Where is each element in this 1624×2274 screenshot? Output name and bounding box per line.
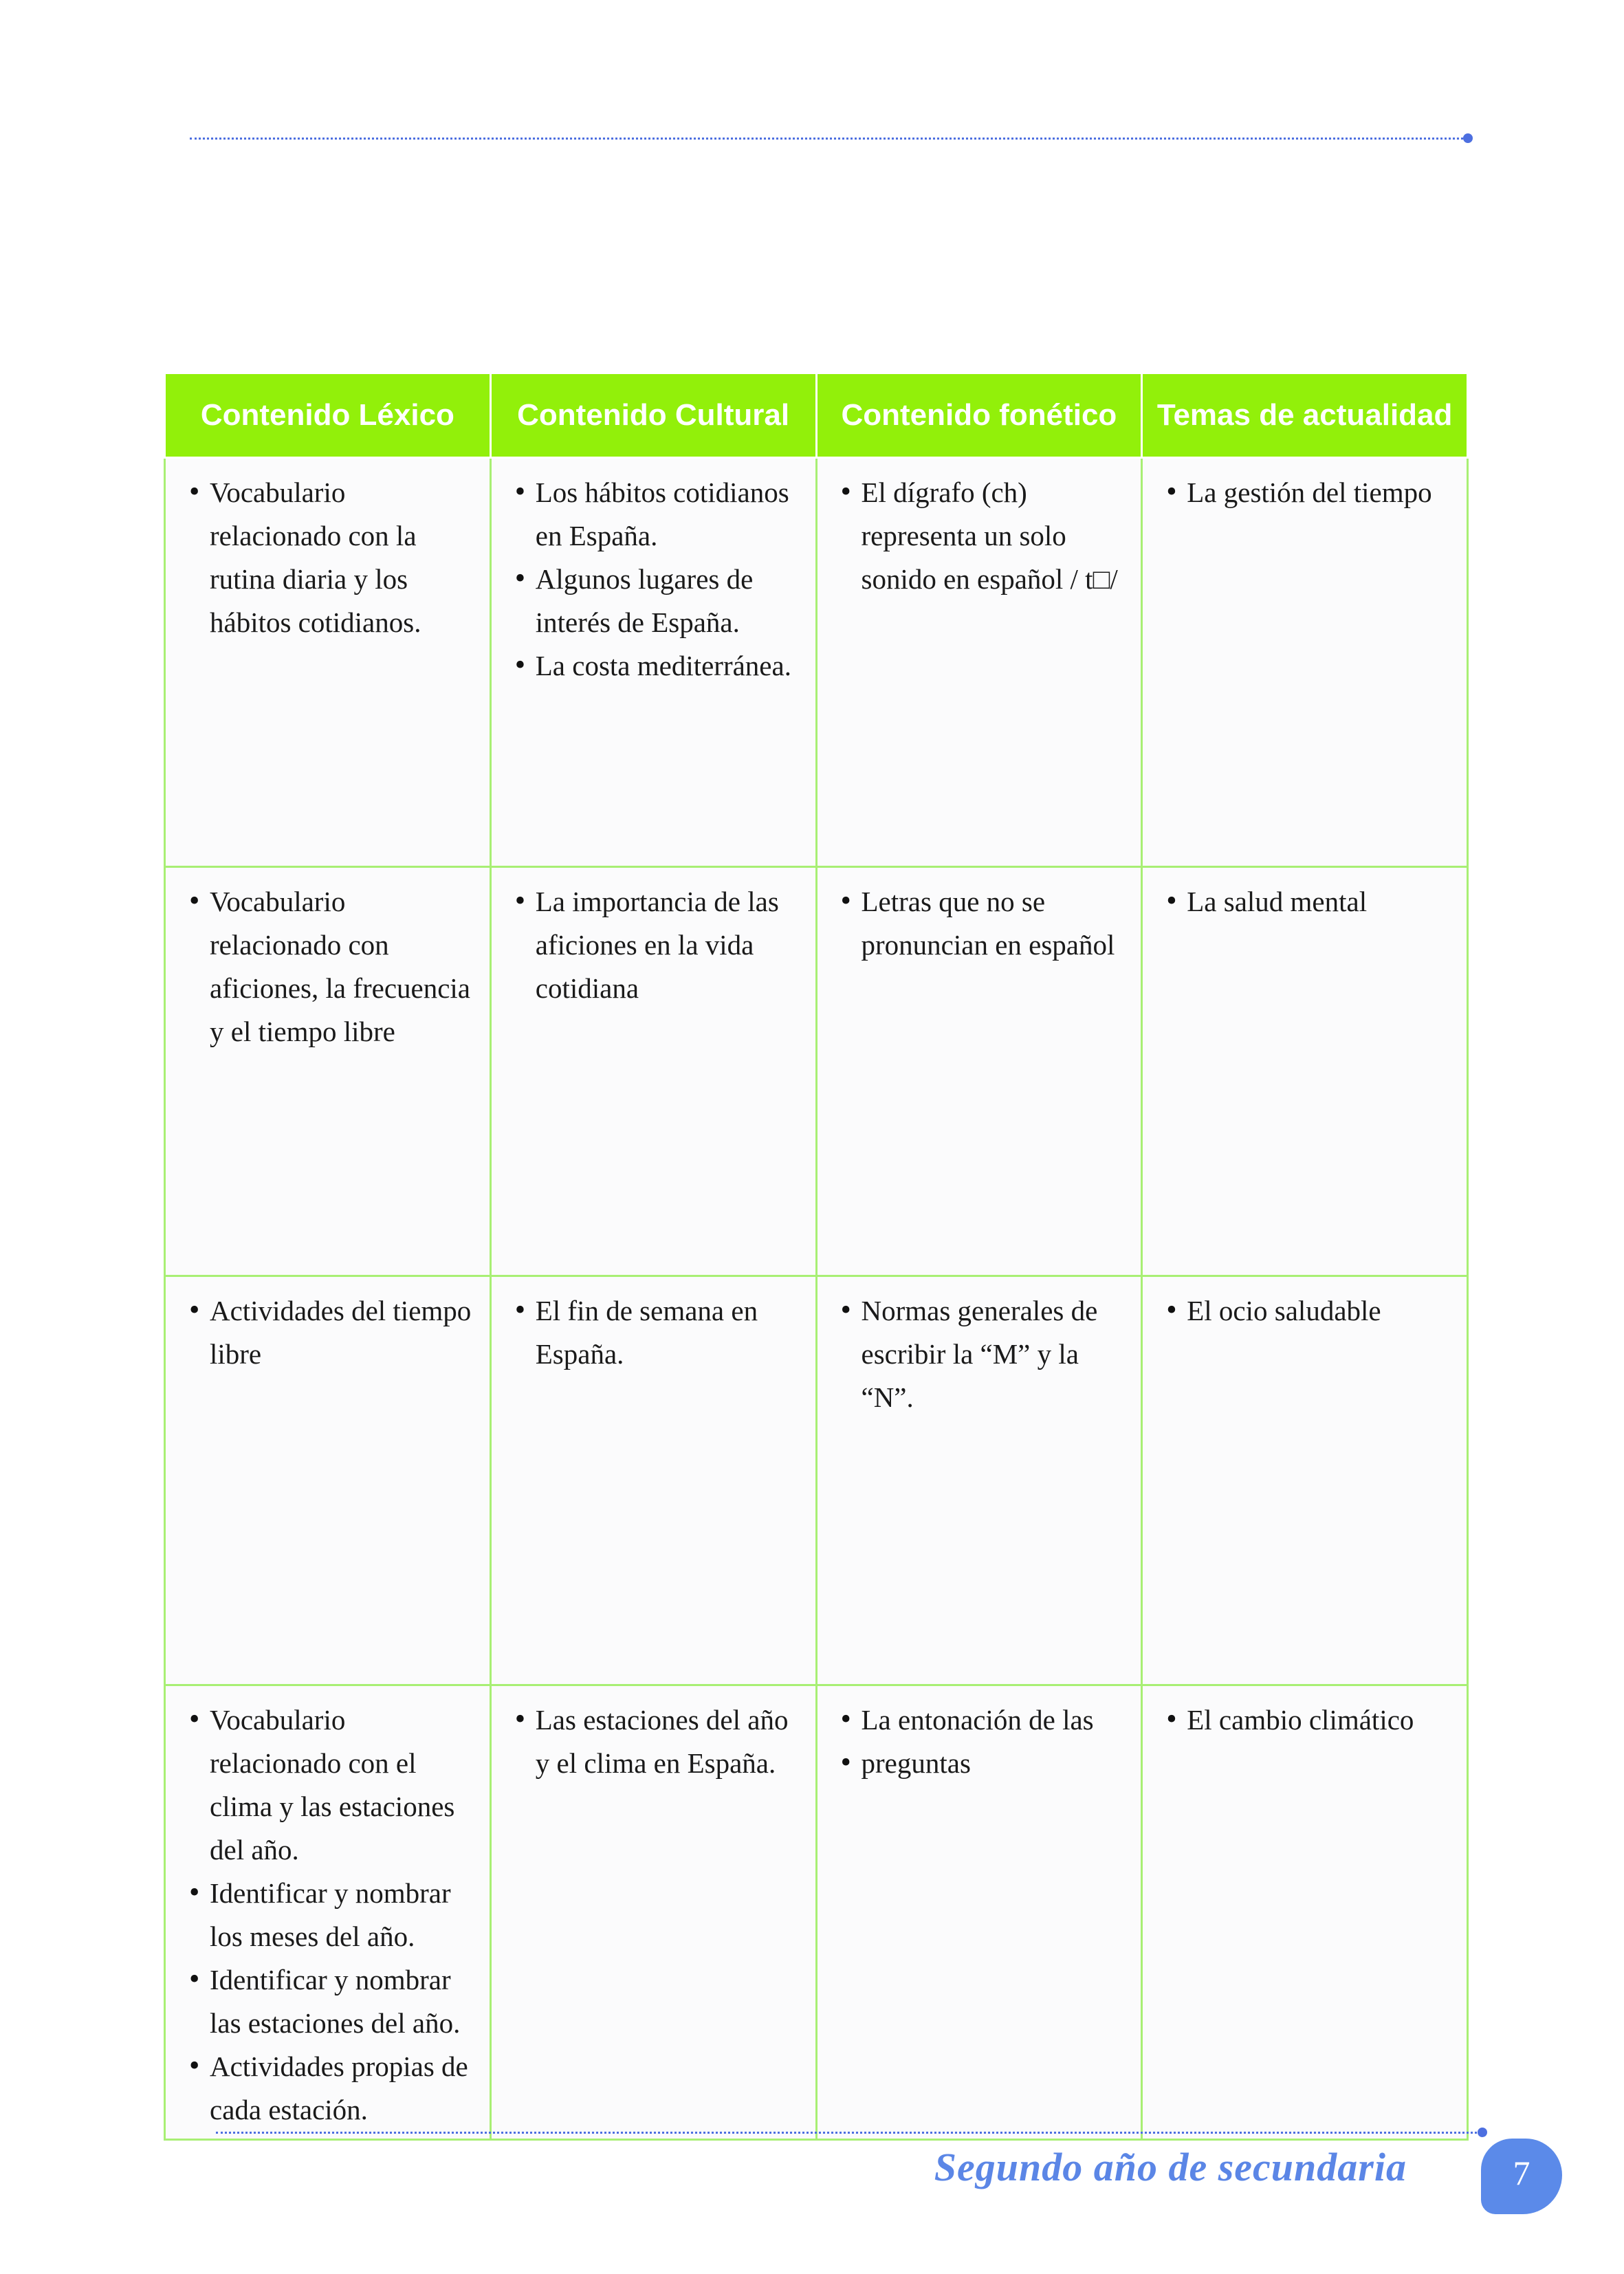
bullet-item: • Identificar y nombrar los meses del año. xyxy=(189,1872,480,1958)
table-row xyxy=(165,867,1468,1276)
bullet-item: • Vocabulario relacionado con la rutina diaria y los hábitos cotidianos. xyxy=(189,471,480,644)
header-contenido-cultural: Contenido Cultural xyxy=(490,374,816,458)
bullet-list xyxy=(189,1698,480,2132)
table-row xyxy=(165,1685,1468,2140)
bullet-item: • Letras que no se pronuncian en español xyxy=(841,880,1132,967)
bullet-list xyxy=(515,880,806,1010)
bullet-item: • La gestión del tiempo xyxy=(1166,471,1457,514)
table-cell-actualidad xyxy=(1142,1685,1468,2140)
bullet-list xyxy=(189,1289,480,1376)
bullet-item: • Algunos lugares de interés de España. xyxy=(515,558,806,644)
bullet-list xyxy=(1166,1698,1457,1742)
bullet-item: • Las estaciones del año y el clima en España. xyxy=(515,1698,806,1785)
footer-book-title: Segundo año de secundaria xyxy=(934,2145,1407,2189)
bottom-rule-endpoint-dot xyxy=(1478,2128,1487,2137)
bullet-item: • Los hábitos cotidianos en España. xyxy=(515,471,806,558)
header-temas-de-actualidad: Temas de actualidad xyxy=(1142,374,1468,458)
bullet-item: • Actividades del tiempo libre xyxy=(189,1289,480,1376)
top-dotted-rule xyxy=(190,138,1467,140)
table-cell-cultural xyxy=(490,1685,816,2140)
table-cell-actualidad xyxy=(1142,1276,1468,1685)
bottom-dotted-rule xyxy=(216,2132,1481,2134)
bullet-item: • La costa mediterránea. xyxy=(515,644,806,688)
table-header-row xyxy=(165,374,1468,458)
table-cell-lexico xyxy=(165,458,491,867)
bullet-list xyxy=(189,880,480,1053)
bullet-list xyxy=(1166,880,1457,923)
bullet-item: • El ocio saludable xyxy=(1166,1289,1457,1333)
table-cell-lexico xyxy=(165,1685,491,2140)
bullet-item: • La importancia de las aficiones en la vida cotidiana xyxy=(515,880,806,1010)
bullet-list xyxy=(841,880,1132,967)
top-rule-endpoint-dot xyxy=(1463,133,1473,143)
bullet-item: • La salud mental xyxy=(1166,880,1457,923)
table-cell-fonetico xyxy=(816,458,1142,867)
table-cell-lexico xyxy=(165,1276,491,1685)
bullet-item: • Vocabulario relacionado con aficiones, la frecuencia y el tiempo libre xyxy=(189,880,480,1053)
bullet-item: • Identificar y nombrar las estaciones del año. xyxy=(189,1958,480,2045)
table-cell-actualidad xyxy=(1142,867,1468,1276)
bullet-item: • El cambio climático xyxy=(1166,1698,1457,1742)
header-contenido-fonetico: Contenido fonético xyxy=(816,374,1142,458)
page-number-badge: 7 xyxy=(1481,2139,1562,2214)
table-cell-fonetico xyxy=(816,867,1142,1276)
bullet-item: • El fin de semana en España. xyxy=(515,1289,806,1376)
bullet-list xyxy=(515,471,806,688)
bullet-item: • Actividades propias de cada estación. xyxy=(189,2045,480,2132)
bullet-item: • Normas generales de escribir la “M” y la “N”. xyxy=(841,1289,1132,1419)
bullet-list xyxy=(515,1698,806,1785)
table-cell-cultural xyxy=(490,1276,816,1685)
table-cell-cultural xyxy=(490,458,816,867)
table-cell-fonetico xyxy=(816,1276,1142,1685)
table-cell-lexico xyxy=(165,867,491,1276)
syllabus-table xyxy=(164,374,1469,2141)
bullet-item: • Vocabulario relacionado con el clima y las estaciones del año. xyxy=(189,1698,480,1872)
table-cell-fonetico xyxy=(816,1685,1142,2140)
bullet-list xyxy=(1166,471,1457,514)
bullet-list xyxy=(841,1698,1132,1785)
bullet-item: • preguntas xyxy=(841,1742,1132,1785)
bullet-list xyxy=(841,471,1132,601)
table-row xyxy=(165,458,1468,867)
bullet-item: • El dígrafo (ch) representa un solo sonido en español / t□/ xyxy=(841,471,1132,601)
bullet-list xyxy=(1166,1289,1457,1333)
table-cell-actualidad xyxy=(1142,458,1468,867)
bullet-item: • La entonación de las xyxy=(841,1698,1132,1742)
bullet-list xyxy=(515,1289,806,1376)
header-contenido-lexico: Contenido Léxico xyxy=(165,374,491,458)
table-cell-cultural xyxy=(490,867,816,1276)
bullet-list xyxy=(189,471,480,644)
bullet-list xyxy=(841,1289,1132,1419)
table-row xyxy=(165,1276,1468,1685)
